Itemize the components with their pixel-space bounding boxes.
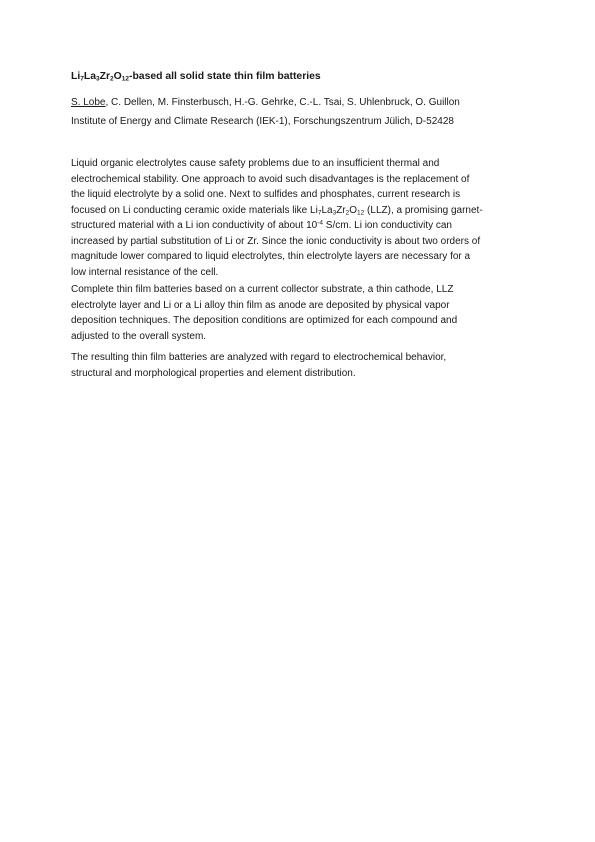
text-line: Complete thin film batteries based on a current collector substrate, a thin cathode, LLZ [71,284,454,295]
formula-la: La [321,204,333,216]
title-formula-o-subscript: 12 [121,75,129,83]
title-formula-li-subscript: 7 [80,75,84,83]
abstract-paragraph-2 [71,282,531,344]
co-authors: , C. Dellen, M. Finsterbusch, H.-G. Gehrke, C.-L. Tsai, S. Uhlenbruck, O. Guillon [105,97,460,108]
title-formula-la: La [83,71,96,82]
formula-subscript: 7 [317,209,322,216]
text-line: adjusted to the overall system. [71,330,207,342]
exponent: -4 [317,219,324,227]
text-fragment: (LLZ), a promising garnet- [364,204,483,216]
formula-subscript: 2 [345,209,350,216]
text-line: the liquid electrolyte by a solid one. Next to sulfides and phosphates, current research is [71,189,461,200]
text-line: increased by partial substitution of Li or Zr. Since the ionic conductivity is about two orders of [71,235,481,247]
author-list [71,96,460,110]
text-line: The resulting thin film batteries are analyzed with regard to electrochemical behavior, [71,352,447,363]
text-line [71,203,531,219]
text-line: low internal resistance of the cell. [71,266,219,278]
text-line: electrochemical stability. One approach to avoid such disadvantages is the replacement of [71,173,470,185]
abstract-paragraph-3 [71,350,531,381]
text-fragment: structured material with a Li ion conductivity of about 10 [71,220,318,231]
title-formula-o: O [113,71,122,82]
affiliation: Institute of Energy and Climate Research (IEK-1), Forschungszentrum Jülich, D-52428 [71,116,454,127]
formula-zr: Zr [336,204,346,216]
title-formula-zr: Zr [99,71,111,82]
text-fragment: focused on Li conducting ceramic oxide materials like [71,204,311,216]
text-fragment: S/cm. Li ion conductivity can [323,220,452,231]
formula-li: Li [310,204,318,216]
text-line: deposition techniques. The deposition conditions are optimized for each compound and [71,315,458,326]
text-line: Liquid organic electrolytes cause safety problems due to an insufficient thermal and [71,158,440,169]
title-formula-zr-subscript: 2 [110,75,114,83]
text-line: structural and morphological properties and element distribution. [71,367,356,379]
presenting-author: S. Lobe [71,97,106,108]
title-formula-li: Li [71,71,81,82]
abstract-paragraph-1 [71,156,531,280]
paper-title [71,70,531,84]
formula-subscript: 3 [332,209,337,216]
title-rest: -based all solid state thin film batteries [128,71,321,82]
formula-o: O [349,204,358,216]
text-line [71,218,531,234]
text-line: magnitude lower compared to liquid electrolytes, thin electrolyte layers are necessary for a [71,251,471,262]
title-formula-la-subscript: 3 [96,75,100,83]
formula-subscript: 12 [357,209,365,216]
text-line: electrolyte layer and Li or a Li alloy thin film as anode are deposited by physical vapor [71,299,450,311]
